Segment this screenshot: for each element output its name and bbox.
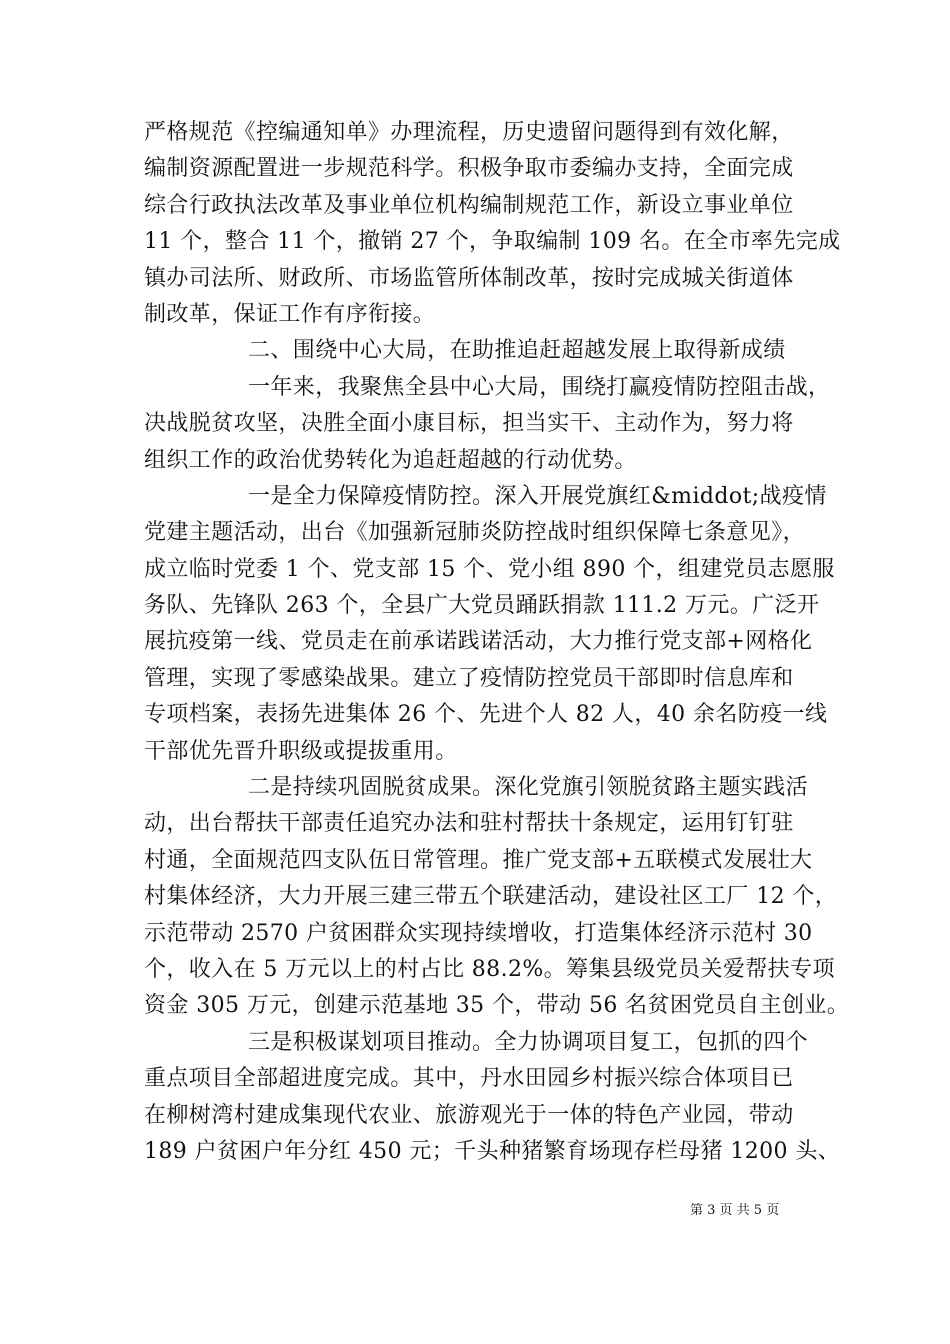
text-line: 镇办司法所、财政所、市场监管所体制改革，按时完成城关街道体 [144, 265, 794, 291]
text-line: 三是积极谋划项目推动。全力协调项目复工，包抓的四个 [248, 1029, 809, 1055]
text-line: 11 个，整合 11 个，撤销 27 个，争取编制 109 名。在全市率先完成 [144, 229, 841, 255]
document-body [144, 115, 850, 1170]
text-line: 管理，实现了零感染战果。建立了疫情防控党员干部即时信息库和 [144, 665, 794, 691]
text-line: 严格规范《控编通知单》办理流程，历史遗留问题得到有效化解， [144, 120, 794, 145]
text-line: 189 户贫困户年分红 450 元；千头种猪繁育场现存栏母猪 1200 头、 [144, 1138, 841, 1164]
text-line: 村通，全面规范四支队伍日常管理。推广党支部+五联模式发展壮大 [144, 847, 813, 873]
text-line: 务队、先锋队 263 个，全县广大党员踊跃捐款 111.2 万元。广泛开 [144, 593, 820, 619]
text-line: 示范带动 2570 户贫困群众实现持续增收，打造集体经济示范村 30 [144, 920, 813, 946]
text-line: 资金 305 万元，创建示范基地 35 个，带动 56 名贫困党员自主创业。 [144, 993, 850, 1019]
text-line: 党建主题活动，出台《加强新冠肺炎防控战时组织保障七条意见》， [144, 520, 806, 546]
text-line: 在柳树湾村建成集现代农业、旅游观光于一体的特色产业园，带动 [144, 1102, 794, 1128]
text-line: 一年来，我聚焦全县中心大局，围绕打赢疫情防控阻击战， [248, 374, 831, 400]
text-line: 重点项目全部超进度完成。其中，丹水田园乡村振兴综合体项目已 [144, 1066, 794, 1092]
text-line: 一是全力保障疫情防控。深入开展党旗红&middot;战疫情 [248, 483, 827, 509]
section-heading: 二、围绕中心大局，在助推追赶超越发展上取得新成绩 [248, 338, 786, 364]
text-line: 专项档案，表扬先进集体 26 个、先进个人 82 人，40 余名防疫一线 [144, 702, 828, 728]
text-line: 二是持续巩固脱贫成果。深化党旗引领脱贫路主题实践活 [248, 775, 809, 801]
text-line: 展抗疫第一线、党员走在前承诺践诺活动，大力推行党支部+网格化 [144, 629, 813, 655]
text-line: 成立临时党委 1 个、党支部 15 个、党小组 890 个，组建党员志愿服 [144, 556, 835, 582]
text-line: 村集体经济，大力开展三建三带五个联建活动，建设社区工厂 12 个， [144, 884, 838, 910]
text-line: 个，收入在 5 万元以上的村占比 88.2%。筹集县级党员关爱帮扶专项 [144, 956, 835, 982]
text-line: 综合行政执法改革及事业单位机构编制规范工作，新设立事业单位 [144, 192, 794, 218]
text-line: 动，出台帮扶干部责任追究办法和驻村帮扶十条规定，运用钉钉驻 [144, 811, 794, 837]
text-line: 干部优先晋升职级或提拔重用。 [144, 738, 458, 764]
text-line: 制改革，保证工作有序衔接。 [144, 301, 436, 327]
page-footer: 第 3 页 共 5 页 [690, 1203, 780, 1218]
text-line: 编制资源配置进一步规范科学。积极争取市委编办支持，全面完成 [144, 156, 794, 182]
text-line: 决战脱贫攻坚，决胜全面小康目标，担当实干、主动作为，努力将 [144, 411, 794, 437]
text-line: 组织工作的政治优势转化为追赶超越的行动优势。 [144, 447, 637, 473]
